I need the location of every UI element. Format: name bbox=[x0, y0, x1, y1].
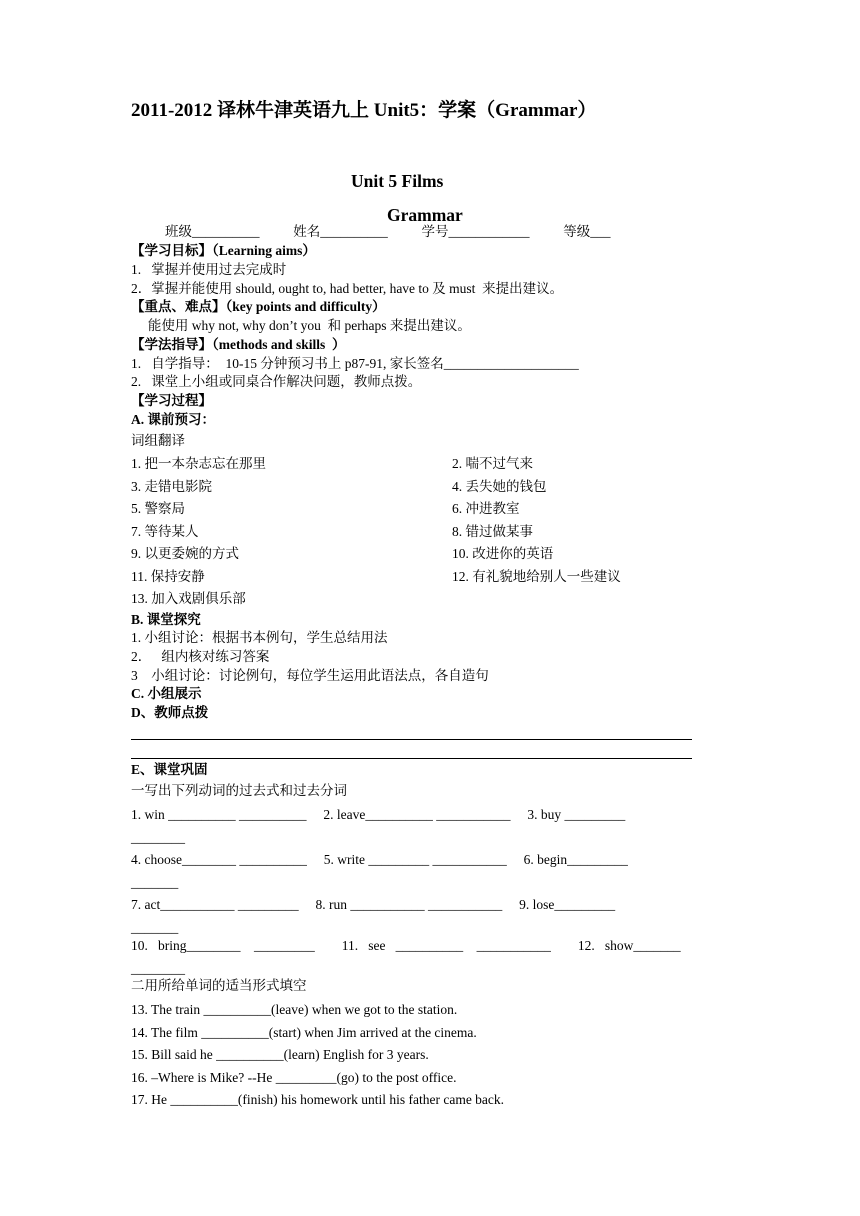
section-d-heading: D、教师点拨 bbox=[131, 705, 209, 720]
key-points-text: 能使用 why not, why don’t you 和 perhaps 来提出建议。 bbox=[131, 318, 471, 333]
phrase-item: 2. 喘不过气来 bbox=[452, 456, 533, 471]
phrase-item: 6. 冲进教室 bbox=[452, 501, 520, 516]
aims-item: 2．掌握并能使用 should, ought to, had better, have to 及 must 来提出建议。 bbox=[131, 281, 564, 296]
exercise2-item: 17. He __________(finish) his homework until his father came back. bbox=[131, 1092, 505, 1107]
unit-title: Unit 5 Films bbox=[351, 171, 444, 191]
exercise2-heading: 二用所给单词的适当形式填空 bbox=[131, 978, 307, 993]
exercise2-item: 13. The train __________(leave) when we got to the station. bbox=[131, 1002, 458, 1017]
phrase-item: 5. 警察局 bbox=[131, 501, 185, 516]
phrase-translation-heading: 词组翻译 bbox=[131, 433, 185, 448]
aims-item: 1. 掌握并使用过去完成时 bbox=[131, 262, 287, 277]
phrase-item: 9. 以更委婉的方式 bbox=[131, 546, 239, 561]
phrase-item: 13. 加入戏剧俱乐部 bbox=[131, 591, 246, 606]
exercise1-line: 10. bring________ _________ 11. see __________ ___________ 12. show_______ bbox=[131, 938, 681, 953]
exercise1-line: 4. choose________ __________ 5. write _________ ___________ 6. begin_________ bbox=[131, 852, 628, 867]
aims-heading: 【学习目标】（Learning aims） bbox=[131, 243, 316, 258]
phrase-item: 12. 有礼貌地给别人一些建议 bbox=[452, 569, 621, 584]
section-b-item: 1. 小组讨论：根据书本例句，学生总结用法 bbox=[131, 630, 388, 645]
methods-heading: 【学法指导】（methods and skills ） bbox=[131, 337, 346, 352]
key-points-heading: 【重点、难点】（key points and difficulty） bbox=[131, 299, 386, 314]
exercise2-item: 15. Bill said he __________(learn) English for 3 years. bbox=[131, 1047, 429, 1062]
exercise1-line: _______ bbox=[131, 875, 179, 890]
exercise2-item: 14. The film __________(start) when Jim arrived at the cinema. bbox=[131, 1025, 477, 1040]
exercise1-line: ________ bbox=[131, 830, 185, 845]
section-a-heading: A. 课前预习： bbox=[131, 412, 215, 427]
student-info-line: 班级__________ 姓名__________ 学号____________ 等级___ bbox=[165, 224, 611, 239]
phrase-item: 3. 走错电影院 bbox=[131, 479, 212, 494]
exercise1-line: 1. win __________ __________ 2. leave__________ ___________ 3. buy _________ bbox=[131, 807, 626, 822]
phrase-item: 1. 把一本杂志忘在那里 bbox=[131, 456, 266, 471]
methods-item: 2. 课堂上小组或同桌合作解决问题，教师点拨。 bbox=[131, 374, 422, 389]
writing-line bbox=[131, 739, 692, 740]
methods-item: 1. 自学指导： 10-15 分钟预习书上 p87-91, 家长签名____________________ bbox=[131, 356, 579, 371]
phrase-item: 10. 改进你的英语 bbox=[452, 546, 554, 561]
phrase-item: 7. 等待某人 bbox=[131, 524, 199, 539]
phrase-item: 11. 保持安静 bbox=[131, 569, 205, 584]
section-e-heading: E、课堂巩固 bbox=[131, 762, 208, 777]
exercise1-line: ________ bbox=[131, 961, 185, 976]
section-title: Grammar bbox=[387, 205, 463, 225]
section-b-item: 3 小组讨论：讨论例句，每位学生运用此语法点，各自造句 bbox=[131, 668, 489, 683]
exercise2-item: 16. –Where is Mike? --He _________(go) to the post office. bbox=[131, 1070, 457, 1085]
exercise1-heading: 一写出下列动词的过去式和过去分词 bbox=[131, 783, 347, 798]
writing-line bbox=[131, 758, 692, 759]
document-title: 2011-2012 译林牛津英语九上 Unit5：学案（Grammar） bbox=[131, 100, 597, 121]
section-b-heading: B. 课堂探究 bbox=[131, 612, 201, 627]
phrase-item: 8. 错过做某事 bbox=[452, 524, 533, 539]
process-heading: 【学习过程】 bbox=[131, 393, 212, 408]
exercise1-line: 7. act___________ _________ 8. run ___________ ___________ 9. lose_________ bbox=[131, 897, 616, 912]
exercise1-line: _______ bbox=[131, 920, 179, 935]
phrase-item: 4. 丢失她的钱包 bbox=[452, 479, 547, 494]
section-c-heading: C. 小组展示 bbox=[131, 686, 202, 701]
section-b-item: 2． 组内核对练习答案 bbox=[131, 649, 270, 664]
